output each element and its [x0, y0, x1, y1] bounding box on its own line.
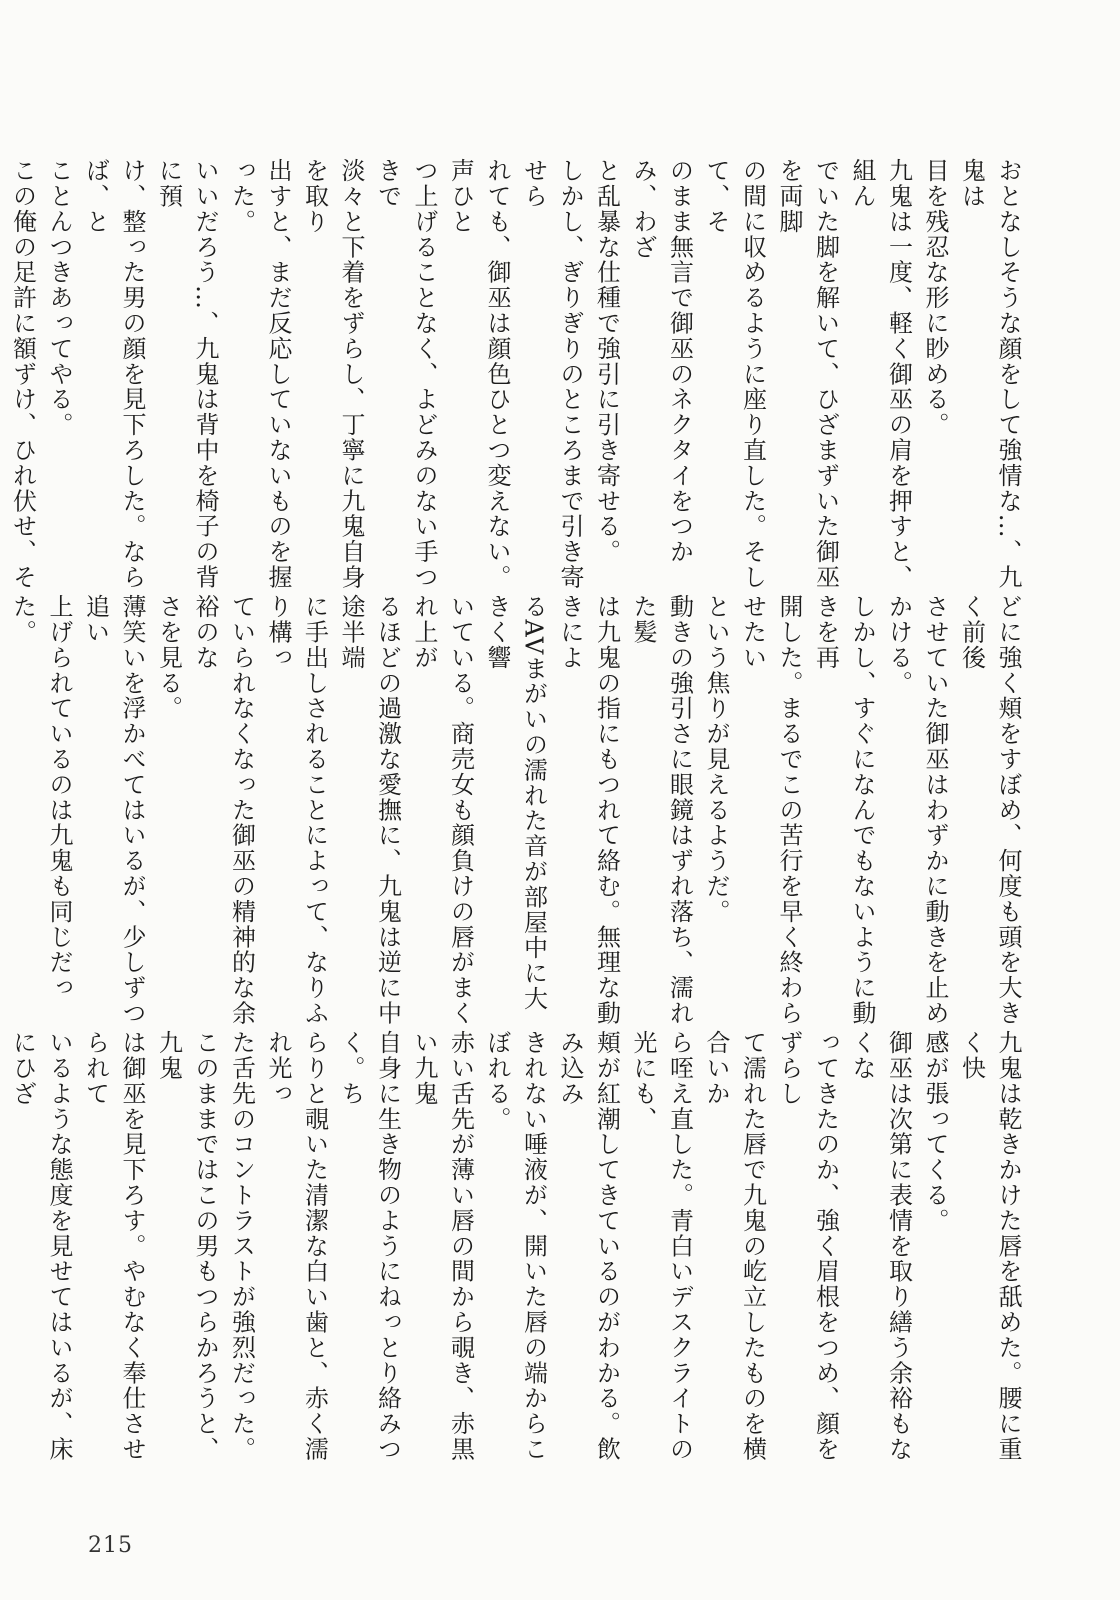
text-line: は九鬼の指にもつれて絡む。無理な動きによ — [556, 594, 621, 1026]
text-line: 感が張ってくる。 — [921, 1030, 949, 1234]
text-line: て濡れた唇で九鬼の屹立したものを横合いか — [702, 1030, 767, 1462]
text-line: ていられなくなった御巫の精神的な余裕のな — [191, 594, 256, 1026]
text-line: しかし、すぐになんでもないように動きを再 — [811, 594, 876, 1026]
text-line — [0, 594, 4, 1029]
text-line: しかし、ぎりぎりのところまで引き寄せら — [519, 158, 584, 590]
text-line: させていた御巫はわずかに動きを止めかける。 — [884, 594, 949, 1026]
text-line: この俺の足許に額ずけ、ひれ伏せ、そ — [8, 158, 37, 590]
text-line: どに強く頬をすぼめ、何度も頭を大きく前後 — [957, 594, 1022, 1026]
text-line: らりと覗いた清潔な白い歯と、赤く濡れ光っ — [264, 1030, 329, 1462]
text-line: ことんつきあってやる。 — [45, 158, 73, 438]
text-line: 九鬼は乾きかけた唇を舐めた。腰に重く快 — [957, 1030, 1022, 1462]
text-line: 赤い舌先が薄い唇の間から覗き、赤黒い九鬼 — [410, 1030, 475, 1462]
text-line: このままではこの男もつらかろうと、九鬼 — [154, 1030, 219, 1462]
text-line: おとなしそうな顔をして強情な…、九鬼は — [957, 158, 1022, 590]
text-line: るAVまがいの濡れた音が部屋中に大きく響 — [483, 594, 548, 1012]
text-line: 薄笑いを浮かべてはいるが、少しずつ追い — [81, 594, 146, 1026]
text-line: でいた脚を解いて、ひざまずいた御巫を両脚 — [775, 158, 840, 590]
text-line: つ上げることなく、よどみのない手つきで — [373, 158, 438, 590]
text-line: 淡々と下着をずらし、丁寧に九鬼自身を取り — [300, 158, 365, 590]
text-line: ら咥え直した。青白いデスクライトの光にも、 — [629, 1030, 694, 1462]
text-block-upper — [8, 158, 1026, 593]
text-line: いいだろう…、九鬼は背中を椅子の背に預 — [154, 158, 219, 590]
text-line: け、整った男の顔を見下ろした。ならば、と — [81, 158, 146, 590]
text-line: は御巫を見下ろす。やむなく奉仕させられて — [81, 1030, 146, 1462]
text-line: 頬が紅潮してきているのがわかる。飲み込み — [556, 1030, 621, 1462]
text-line: に手出しされることによって、なりふり構っ — [264, 594, 329, 1026]
text-line: 動きの強引さに眼鏡はずれ落ち、濡れた髪 — [629, 594, 694, 1026]
text-line: 上げられているのは九鬼も同じだった。 — [8, 594, 73, 1001]
text-block-lower — [8, 1030, 1026, 1465]
text-line: 出すと、まだ反応していないものを握った。 — [227, 158, 292, 590]
text-line: 九鬼は一度、軽く御巫の肩を押すと、組ん — [848, 158, 913, 590]
text-line: と乱暴な仕種で強引に引き寄せる。 — [592, 158, 621, 565]
text-line — [0, 1030, 4, 1465]
text-line: という焦りが見えるようだ。 — [702, 594, 730, 925]
text-line: の間に収めるように座り直した。そして、そ — [702, 158, 767, 590]
text-line: れても、御巫は顔色ひとつ変えない。声ひと — [446, 158, 511, 590]
text-line: ってきたのか、強く眉根をつめ、顔をずらし — [775, 1030, 840, 1462]
text-line: 自身に生き物のようにねっとり絡みつく。ち — [337, 1030, 402, 1462]
text-line: 目を残忍な形に眇める。 — [921, 158, 949, 438]
text-line: た舌先のコントラストが強烈だった。 — [227, 1030, 256, 1462]
text-line: るほどの過激な愛撫に、九鬼は逆に中途半端 — [337, 594, 402, 1026]
text-line: いている。商売女も顔負けの唇がまくれ上が — [410, 594, 475, 1026]
text-block-middle — [8, 594, 1026, 1029]
text-line: 御巫は次第に表情を取り繕う余裕もなくな — [848, 1030, 913, 1462]
text-line: さを見る。 — [154, 594, 183, 721]
text-line: きれない唾液が、開いた唇の端からこぼれる。 — [483, 1030, 548, 1462]
text-line: のまま無言で御巫のネクタイをつかみ、わざ — [629, 158, 694, 565]
page-number: 215 — [88, 1533, 133, 1558]
text-line: いるような態度を見せてはいるが、床にひざ — [8, 1030, 73, 1462]
text-line: 開した。まるでこの苦行を早く終わらせたい — [738, 594, 803, 1026]
